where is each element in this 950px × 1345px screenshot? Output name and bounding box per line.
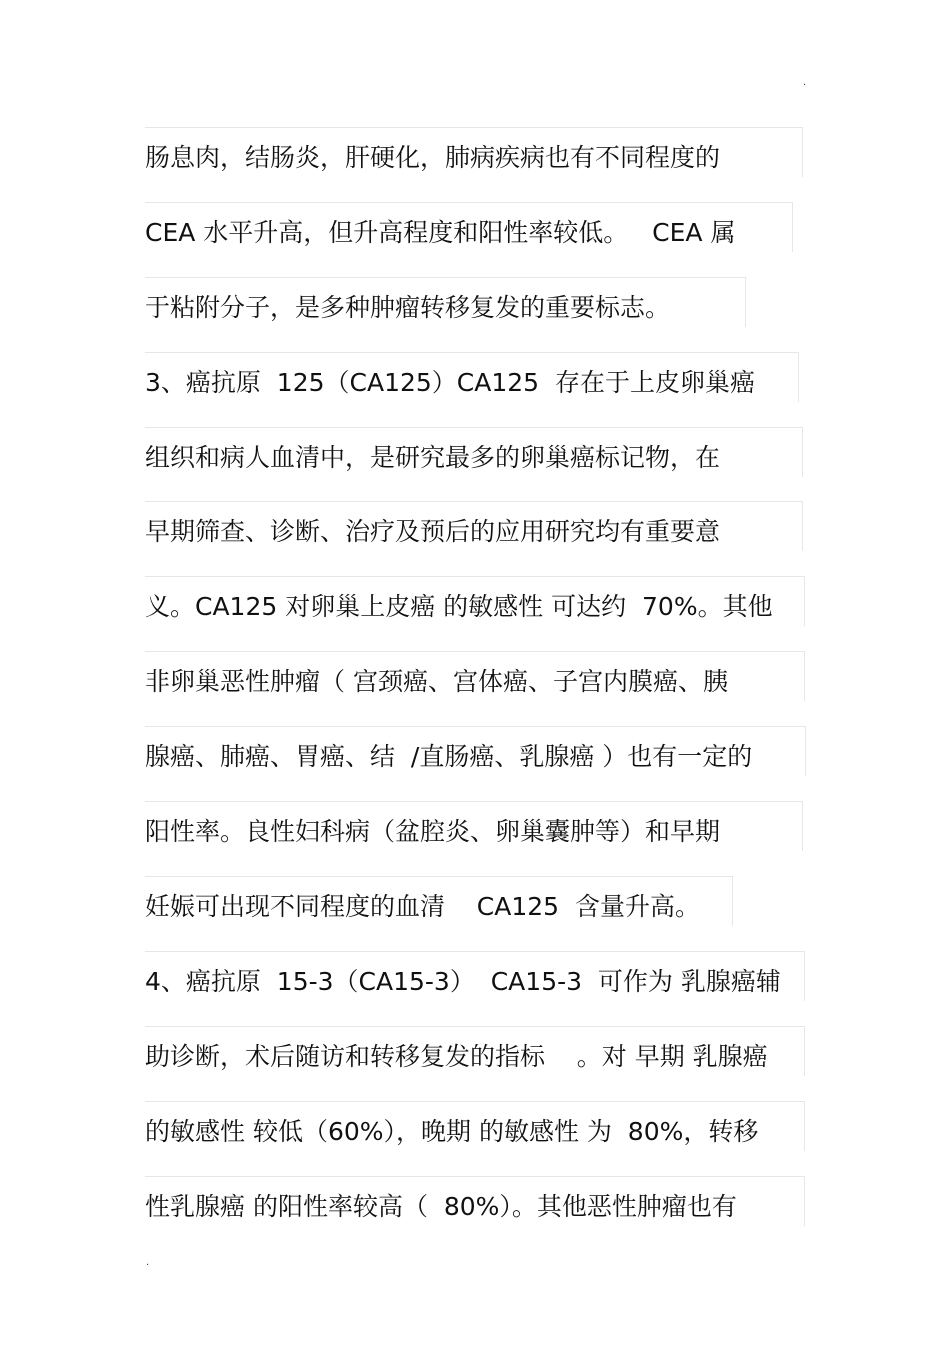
text-line-6: 早期筛查、诊断、治疗及预后的应用研究均有重要意: [145, 507, 720, 557]
text-line-4: 3、癌抗原 125（CA125）CA125 存在于上皮卵巢癌: [145, 358, 755, 408]
text-line-9: 腺癌、肺癌、胃癌、结 /直肠癌、乳腺癌 ）也有一定的: [145, 732, 752, 782]
text-line-13: 助诊断，术后随访和转移复发的指标 。对 早期 乳腺癌: [145, 1032, 768, 1082]
text-line-14: 的敏感性 较低（60%），晚期 的敏感性 为 80%，转移: [145, 1107, 758, 1157]
text-line-11: 妊娠可出现不同程度的血清 CA125 含量升高。: [145, 882, 700, 932]
text-line-10: 阳性率。良性妇科病（盆腔炎、卵巢囊肿等）和早期: [145, 807, 720, 857]
page-bottom-mark: .: [146, 1257, 150, 1268]
text-line-3: 于粘附分子，是多种肿瘤转移复发的重要标志。: [145, 283, 670, 333]
text-line-1: 肠息肉，结肠炎，肝硬化，肺病疾病也有不同程度的: [145, 133, 720, 183]
text-line-7: 义。CA125 对卵巢上皮癌 的敏感性 可达约 70%。其他: [145, 582, 773, 632]
text-line-8: 非卵巢恶性肿瘤（ 宫颈癌、宫体癌、子宫内膜癌、胰: [145, 657, 728, 707]
text-line-2: CEA 水平升高，但升高程度和阳性率较低。 CEA 属: [145, 208, 735, 258]
text-line-12: 4、癌抗原 15-3（CA15-3） CA15-3 可作为 乳腺癌辅: [145, 957, 781, 1007]
page-top-mark: .: [803, 77, 807, 88]
text-line-15: 性乳腺癌 的阳性率较高（ 80%）。其他恶性肿瘤也有: [145, 1182, 737, 1232]
text-line-5: 组织和病人血清中，是研究最多的卵巢癌标记物，在: [145, 433, 720, 483]
